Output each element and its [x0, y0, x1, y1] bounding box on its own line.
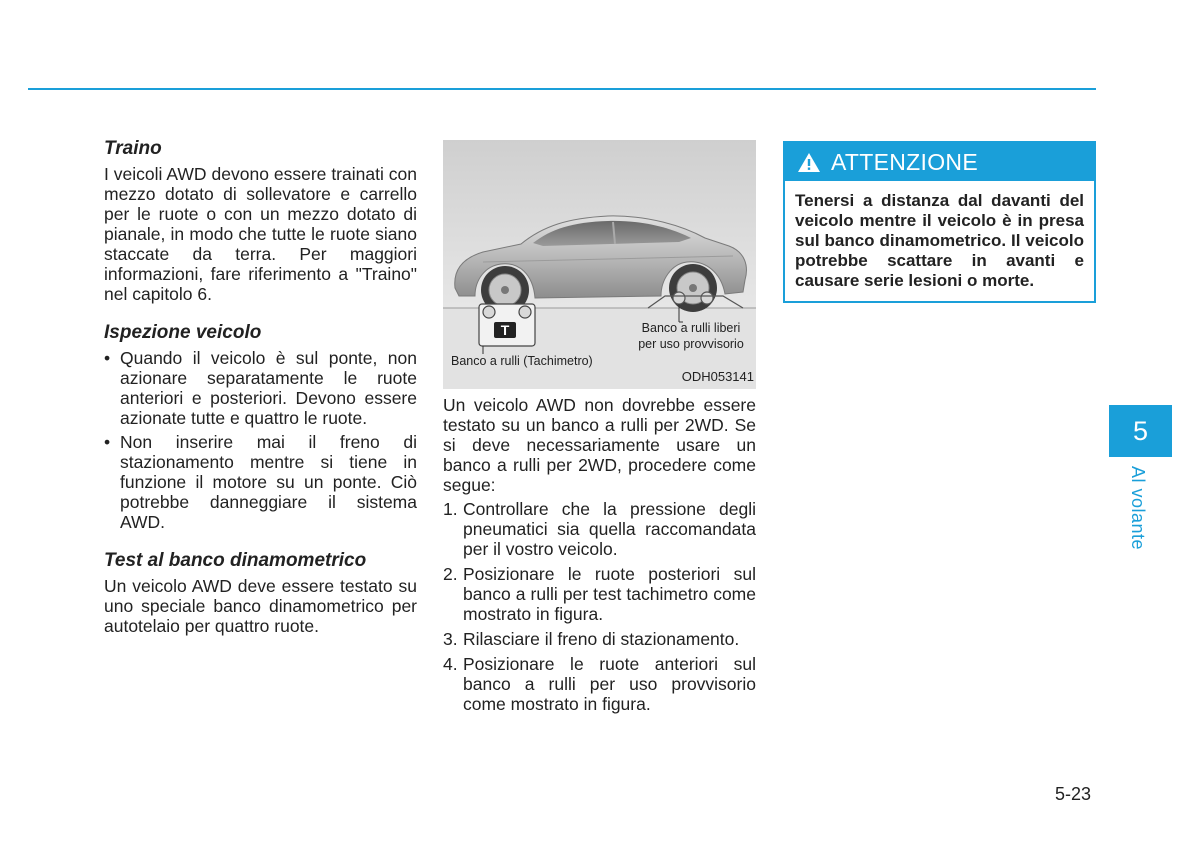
- figure-code: ODH053141: [681, 369, 754, 384]
- top-rule: [28, 88, 1096, 90]
- free-rollers-label: Banco a rulli liberi per uso provvisorio: [638, 321, 744, 351]
- step-text: Posizionare le ruote posteriori sul banco a rulli per test tachimetro come mostrato in figura.: [463, 564, 756, 624]
- warning-triangle-icon: [797, 151, 821, 173]
- step-number: 3.: [443, 629, 458, 649]
- middle-intro: Un veicolo AWD non dovrebbe essere testato su un banco a rulli per 2WD. Se si deve necessariamente usare un banco a rulli per 2WD, procedere come segue:: [443, 395, 756, 495]
- towing-section: [104, 138, 417, 304]
- step-text: Posizionare le ruote anteriori sul banco a rulli per uso provvisorio come mostrato in figura.: [463, 654, 756, 714]
- procedure-step: [443, 654, 756, 714]
- towing-text: I veicoli AWD devono essere trainati con mezzo dotato di sollevatore e carrello per le ruote o con un mezzo dotato di pianale, in modo che tutte le ruote siano staccate da terra. Per maggiori informazioni, fare riferimento a "Traino" nel capitolo 6.: [104, 164, 417, 304]
- car-on-dynamometer-figure: [443, 140, 756, 389]
- right-column: [783, 141, 1096, 303]
- speedometer-rollers-label: Banco a rulli (Tachimetro): [451, 354, 593, 368]
- page-number: 5-23: [1055, 784, 1092, 804]
- left-column: [104, 138, 417, 654]
- speedometer-icon: T: [500, 322, 510, 338]
- step-text: Controllare che la pressione degli pneumatici sia quella raccomandata per il vostro veicolo.: [463, 499, 756, 559]
- inspection-bullet: • Quando il veicolo è sul ponte, non azionare separatamente le ruote anteriori e posteriori. Devono essere azionate tutte e quattro le ruote.: [104, 348, 417, 428]
- step-number: 2.: [443, 564, 458, 584]
- chapter-number-tab: 5: [1109, 405, 1172, 457]
- dyno-heading: Test al banco dinamometrico: [104, 550, 367, 571]
- step-text: Rilasciare il freno di stazionamento.: [463, 629, 740, 649]
- procedure-step: [443, 629, 756, 649]
- step-number: 1.: [443, 499, 458, 519]
- inspection-list: [104, 348, 417, 532]
- step-number: 4.: [443, 654, 458, 674]
- warning-header: [785, 143, 1094, 181]
- dyno-text: Un veicolo AWD deve essere testato su uno speciale banco dinamometrico per autotelaio per quattro ruote.: [104, 576, 417, 636]
- procedure-step: [443, 564, 756, 624]
- middle-column: [443, 140, 756, 719]
- procedure-step: [443, 499, 756, 559]
- dyno-section: [104, 550, 417, 636]
- chapter-title: Al volante: [1128, 466, 1148, 551]
- inspection-heading: Ispezione veicolo: [104, 322, 262, 343]
- towing-heading: Traino: [104, 138, 162, 159]
- procedure-steps: [443, 499, 756, 714]
- warning-box: [783, 141, 1096, 303]
- inspection-section: [104, 322, 417, 532]
- warning-text: Tenersi a distanza dal davanti del veicolo mentre il veicolo è in presa sul banco dinamometrico. Il veicolo potrebbe scattare in avanti e causare serie lesioni o morte.: [795, 191, 1084, 290]
- warning-title: ATTENZIONE: [831, 149, 978, 175]
- inspection-bullet: • Non inserire mai il freno di stazionamento mentre si tiene in funzione il motore su un ponte. Ciò potrebbe danneggiare il sistema AWD.: [104, 432, 417, 532]
